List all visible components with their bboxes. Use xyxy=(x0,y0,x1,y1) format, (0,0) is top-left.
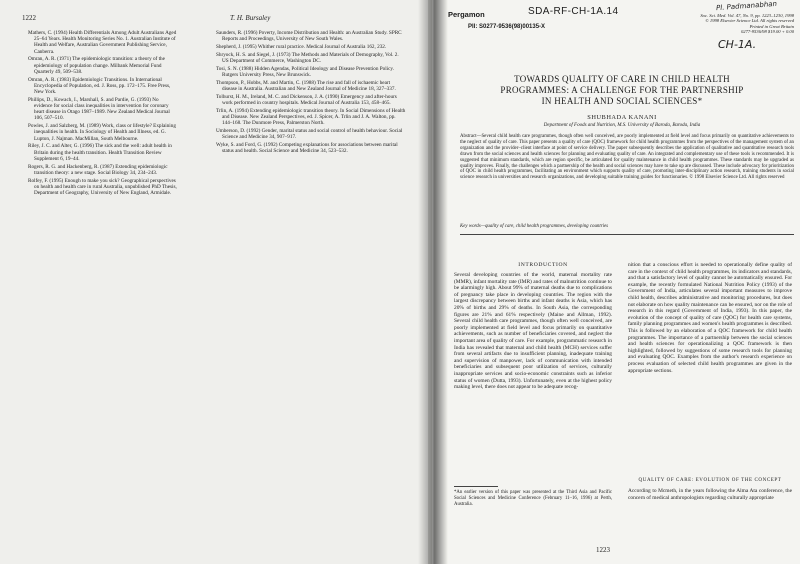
reference-item: Shryock, H. S. and Siegel, J. (1973) The Methods and Materials of Demography, Vol. 2. US Department of Commerce, Washington DC. xyxy=(216,51,399,64)
footnote: *An earlier version of this paper was presented at the Third Asia and Pacific Social Sciences and Medicine Conference (February 11–16, 1996) at Perth, Australia. xyxy=(454,490,612,507)
pii-code: PII: S0277-9536(98)00135-X xyxy=(468,24,546,30)
reference-item: Mathers, C. (1994) Health Differentials Among Adult Australians Aged 25–64 Years. Health Monitoring Series No. 1. Australian Institute of Health and Welfare, Australian Government Publishing Service, Canberra. xyxy=(28,30,177,55)
title-line: IN HEALTH AND SOCIAL SCIENCES* xyxy=(541,96,703,106)
footnote-divider xyxy=(454,486,498,487)
qoc-heading: QUALITY OF CARE: EVOLUTION OF THE CONCEPT xyxy=(638,478,782,483)
handwritten-name: Pl. Padmanabhan xyxy=(715,0,778,13)
reference-item: Rogers, R. G. and Hackenberg, R. (1987) Extending epidemiologic transition theory: a new stage. Social Biology 34, 234–243. xyxy=(28,163,168,176)
reference-item: Thompson, P., Hobbs, M. and Martin, C. (1988) The rise and fall of ischaemic heart disease in Australia. Australian and New Zealand Journal of Medicine 18, 327–337. xyxy=(216,79,396,92)
left-running-head: T. H. Bursaley xyxy=(230,14,271,22)
article-title xyxy=(472,74,772,107)
reference-item: Phillips, D., Kowach, I., Marshall, S. and Pardie, G. (1993) No evidence for social class inequalities in intervention for coronary heart disease in Otago 1987–1989. New Zealand Medical Journal 106, 507–510. xyxy=(28,96,170,122)
introduction-column-2: nition that a conscious effort is needed to operationally define quality of care in the context of child health programmes, its indicators and standards, and that a satisfactory level of quality cannot be automatically ensured. For example, the recently formulated National Nutrition Policy (1993) of the Government of India, articulates several important measures to improve child health, describes administrative and monitoring procedures, but does not elaborate on how quality maintenance can be ensured, nor on the role of research in this regard (Government of India, 1993). In this paper, the evolution of the concept of quality of care (QOC) for health care systems, family planning programmes and women's health programmes is described. This is followed by an elaboration of a QOC framework for child health programmes. The importance of a partnership between the social sciences and health sciences for operationalizing a QOC framework is then highlighted, followed by suggestions of some research tools for planning and evaluating QOC. Examples from the author's research experience on process evaluation of selected child health programmes are given in the appropriate sections. xyxy=(628,262,792,374)
reference-item: Tolhurst, H. M., Ireland, M. C. and Dickenson, J. A. (1990) Emergency and after-hours work performed in country hospitals. Medical Journal of Australia 153, 458–465. xyxy=(216,93,397,106)
references-column-1 xyxy=(28,30,178,198)
document-code: SDA-RF-CH-1A.14 xyxy=(528,6,619,17)
left-page-number: 1222 xyxy=(22,14,36,22)
abstract: Abstract—Several child health care programmes, though often well conceived, are poorly implemented at field level and focus primarily on quantitative achievements to the neglect of quality of care. This paper presents a quality of care (QOC) framework for child health programmes from the perspectives of the management system of an organization and the provider–client interface at point of service delivery. The paper subsequently describes the application of qualitative and quantitative research tools drawn from the social sciences and health sciences for planning and evaluating quality of care. An integrated and complementary use of these tools is recommended. It is suggested that minimum standards, which are region specific, be articulated for quality maintenance in child health programmes. These standards may be upgraded as quality improves. Finally, the challenges which a partnership of the health and social sciences may have to take up are discussed. These include advocacy for prioritization of QOC in child health programmes, facilitating an environment which supports quality of care, promoting inter-disciplinary action research, training students in social science research in universities and research organizations, and developing suitable training guides for functionaries. © 1998 Elsevier Science Ltd. All rights reserved xyxy=(460,134,794,181)
reference-item: Tosi, S. N. (1988) Hidden Agendas, Political Ideology and Disease Prevention Policy. Rutgers University Press, New Brunswick. xyxy=(216,65,394,78)
author-name: SHUBHADA KANANI xyxy=(587,114,657,121)
reference-item: Saunders, R. (1996) Poverty, Income Distribution and Health: an Australian Study. SPRC Reports and Proceedings, University of New South Wales. xyxy=(216,30,402,43)
introduction-column-1: Several developing countries of the world, maternal mortality rate (MMR), infant mortality rate (IMR) and rates of malnutrition continue to be alarmingly high. About 99% of maternal deaths due to complications of pregnancy take place in developing countries. The region with the largest discrepancy between births and infant deaths is Asia, which has 20% of births and 29% of deaths. In South Asia, the corresponding figures are 21% and 61% respectively (Maine and Allman, 1992). Several child health care programmes, though often well conceived, are poorly implemented at field level and focus primarily on quantitative achievements, such as number of beneficiaries covered, and neglect the important area of quality of care. For example, programmatic research in India has revealed that maternal and child health (MCH) services suffer from several artifacts due to insufficient planning, inadequate training and supervision of manpower, lack of communication with intended beneficiaries and subsequent poor utilization of services, culturally inappropriate services and socio-economic constraints such as inferior status of women (Dutta, 1993). Unfortunately, even at the highest policy making level, there does not appear to be adequate recog- xyxy=(454,272,612,391)
references-column-2 xyxy=(216,30,406,156)
author-affiliation: Department of Foods and Nutrition, M.S. University of Baroda, Baroda, India xyxy=(543,123,701,128)
reference-item: Umberson, D. (1992) Gender, marital status and social control of health behaviour. Social Science and Medicine 34, 907–917. xyxy=(216,128,403,141)
journal-info xyxy=(654,13,794,35)
journal-info-line: Soc. Sci. Med. Vol. 47, No. 9, pp. 1223–1230, 1998 xyxy=(700,13,794,18)
reference-item: Rolfey, F. (1995) Enough to make you sick? Geographical perspectives on health and health care in rural Australia, unpublished PhD Thesis, Department of Geography, University of New England, Armidale. xyxy=(28,177,177,197)
reference-item: Omran, A. R. (1971) The epidemiologic transition: a theory of the epidemiology of population change. Milbank Memorial Fund Quarterly 49, 509–538. xyxy=(28,56,165,75)
reference-item: Riley, J. C. and Alter, G. (1996) The sick and the well: adult health in Britain during the health transition. Health Transition Review Supplement 6, 19–44. xyxy=(28,143,172,162)
journal-info-line: © 1998 Elsevier Science Ltd. All rights reserved xyxy=(705,18,794,24)
book-gutter-shadow xyxy=(418,0,448,564)
abstract-divider xyxy=(460,234,794,235)
reference-item: Omran, A. R. (1983) Epidemiologic Transitions. In International Encyclopedia of Population, ed. J. Ross, pp. 172–175. Free Press, New York. xyxy=(28,76,171,96)
introduction-heading: INTRODUCTION xyxy=(518,262,568,268)
reference-item: Trlin, A. (1994) Extending epidemiologic transition theory. In Social Dimensions of Health and Disease. New Zealand Perspectives, ed. J. Spicer, A. Trlin and J. A. Walton, pp. 144–168. The Dunmore Press, Palmerston North. xyxy=(216,107,406,127)
title-line: PROGRAMMES: A CHALLENGE FOR THE PARTNERSHIP xyxy=(500,85,744,95)
title-line: TOWARDS QUALITY OF CARE IN CHILD HEALTH xyxy=(514,74,730,84)
journal-info-line: 0277-9536/98 $19.00 + 0.00 xyxy=(741,29,794,35)
journal-info-line: Printed in Great Britain xyxy=(749,23,794,29)
reference-item: Wyke, S. and Ford, G. (1992) Competing explanations for associations between marital status and health. Social Science and Medicine 34, 523–532. xyxy=(216,142,398,155)
publisher-name: Pergamon xyxy=(448,10,485,19)
handwritten-code: CH-1A. xyxy=(718,38,757,51)
qoc-text: According to Mcmeth, in the years following the Alma Ata conference, the concern of medical anthropologists regarding culturally appropriate xyxy=(628,488,792,501)
key-words: Key words—quality of care, child health programmes, developing countries xyxy=(460,224,609,229)
reference-item: Powles, J. and Salzberg, M. (1989) Work, class or lifestyle? Explaining inequalities in health. In Sociology of Health and Illness, ed. G. Lupton, J. Najman. MacMillan, South Melbourne. xyxy=(28,123,176,142)
right-page xyxy=(432,0,800,564)
right-page-number: 1223 xyxy=(596,546,610,554)
reference-item: Shepherd, J. (1995) Whither rural practice. Medical Journal of Australia 162, 232. xyxy=(216,44,387,50)
